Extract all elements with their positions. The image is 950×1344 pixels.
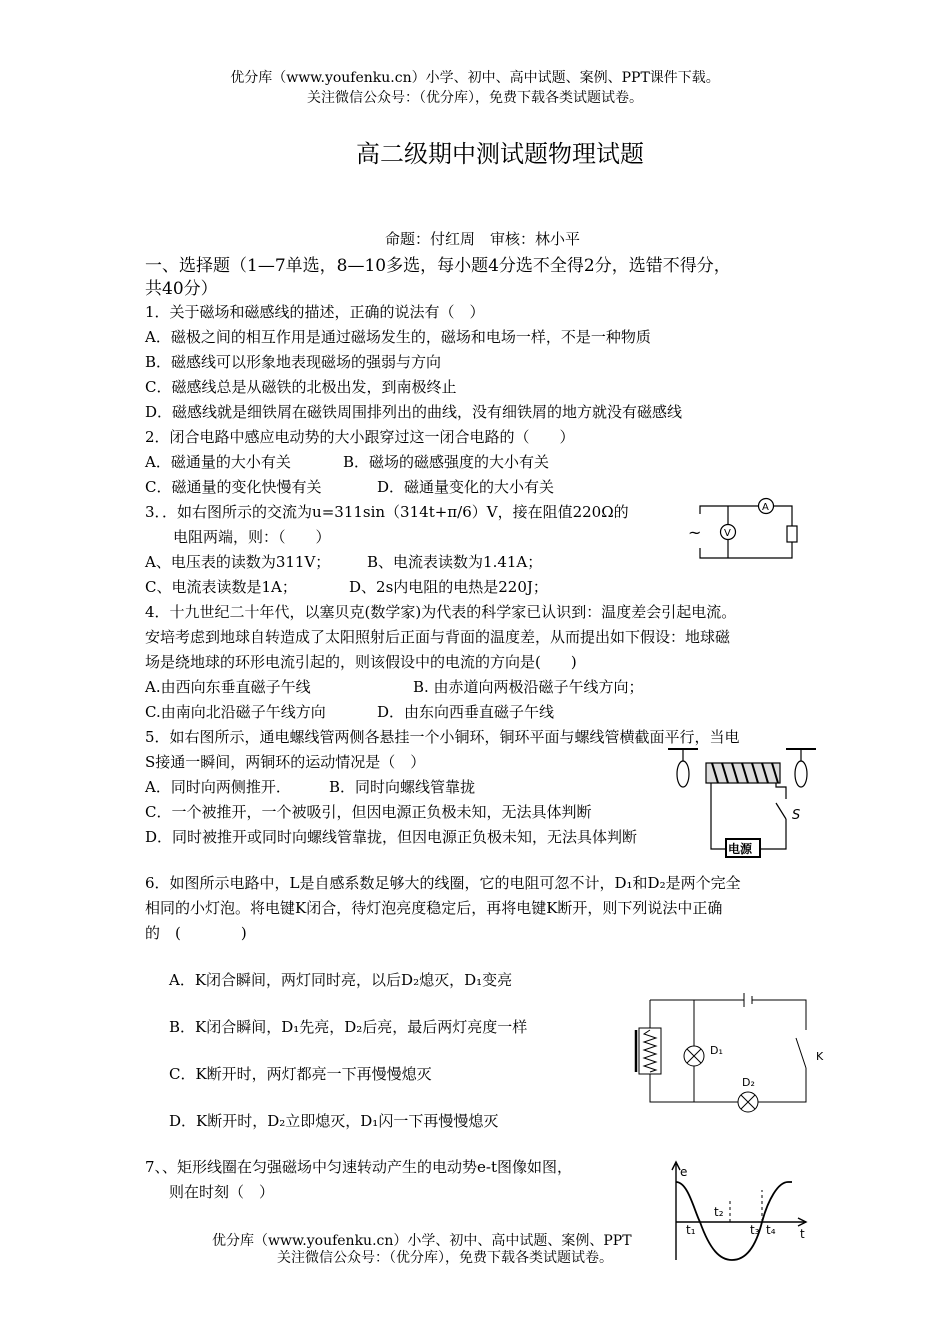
q4-option-d: D．由东向西垂直磁子午线 [377,703,555,721]
q5-option-b: B．同时向螺线管靠拢 [329,778,476,796]
footer-line-2: 关注微信公众号：（优分库），免费下载各类试题试卷。 [277,1250,613,1266]
q4-stem-2: 安培考虑到地球自转造成了太阳照射后正面与背面的温度差，从而提出如下假设：地球磁 [145,628,731,646]
q2-option-a: A．磁通量的大小有关 [145,453,291,471]
page-title: 高二级期中测试题物理试题 [356,140,644,168]
q5-stem-1: 5．如右图所示，通电螺线管两侧各悬挂一个小铜环，铜环平面与螺线管横截面平行，当电 [145,728,740,746]
q2-stem: 2．闭合电路中感应电动势的大小跟穿过这一闭合电路的（ ） [145,428,575,446]
header-line-1: 优分库（www.youfenku.cn）小学、初中、高中试题、案例、PPT课件下载。 [230,70,720,86]
q4-stem-3: 场是绕地球的环形电流引起的，则该假设中的电流的方向是( ) [145,653,577,671]
q1-option-d: D．磁感线就是细铁屑在磁铁周围排列出的曲线，没有细铁屑的地方就没有磁感线 [145,403,683,421]
q6-option-d: D．K断开时，D₂立即熄灭，D₁闪一下再慢慢熄灭 [169,1112,499,1130]
section-heading-line-2: 共40分） [145,279,218,299]
q6-switch-k-label: K [816,1050,824,1063]
q6-option-b: B．K闭合瞬间，D₁先亮，D₂后亮，最后两灯亮度一样 [169,1018,528,1036]
q6-stem-1: 6．如图所示电路中，L是自感系数足够大的线圈，它的电阻可忽不计，D₁和D₂是两个完全 [145,874,741,892]
authors: 命题：付红周 审核：林小平 [385,230,581,248]
q7-e-axis-label: e [680,1165,688,1179]
q3-source-symbol: ~ [688,523,702,542]
q4-option-b: B. 由赤道向两极沿磁子午线方向； [413,678,644,696]
q4-stem-1: 4．十九世纪二十年代，以塞贝克(数学家)为代表的科学家已认识到：温度差会引起电流。 [145,603,737,621]
q2-option-c: C．磁通量的变化快慢有关 [145,478,322,496]
q4-option-a: A.由西向东垂直磁子午线 [145,678,311,696]
q6-d1-label: D₁ [710,1044,723,1057]
q5-solenoid-figure [668,747,816,859]
q5-stem-2: S接通一瞬间，两铜环的运动情况是（ ） [145,753,426,771]
footer-line-1: 优分库（www.youfenku.cn）小学、初中、高中试题、案例、PPT [212,1233,632,1249]
q3-option-d: D、2s内电阻的电热是220J； [349,578,548,596]
q5-power-source-label: 电源 [728,842,753,856]
q1-stem: 1．关于磁场和磁感线的描述，正确的说法有（ ） [145,303,485,321]
q6-stem-3: 的 ( ) [145,924,247,942]
q5-option-c: C．一个被推开，一个被吸引，但因电源正负极未知，无法具体判断 [145,803,592,821]
q4-option-c: C.由南向北沿磁子午线方向 [145,703,326,721]
q6-option-a: A．K闭合瞬间，两灯同时亮，以后D₂熄灭，D₁变亮 [169,971,513,989]
q5-switch-label: S [792,808,801,823]
q7-stem-2: 则在时刻（ ） [169,1183,275,1201]
q7-t4-label: t₄ [766,1223,776,1237]
q7-t-axis-label: t [800,1227,805,1241]
q3-circuit-figure [680,496,800,568]
q7-et-graph [660,1160,820,1262]
q3-stem-2: 电阻两端，则：（ ） [173,528,331,546]
q5-option-d: D．同时被推开或同时向螺线管靠拢，但因电源正负极未知，无法具体判断 [145,828,638,846]
q6-d2-label: D₂ [742,1076,755,1089]
q3-option-c: C、电流表读数是1A； [145,578,297,596]
q6-circuit-figure [632,990,832,1120]
section-heading-line-1: 一、选择题（1—7单选，8—10多选，每小题4分选不全得2分，选错不得分， [145,256,731,276]
q1-option-b: B．磁感线可以形象地表现磁场的强弱与方向 [145,353,442,371]
q1-option-a: A．磁极之间的相互作用是通过磁场发生的，磁场和电场一样，不是一种物质 [145,328,651,346]
q3-option-b: B、电流表读数为1.41A； [367,553,543,571]
q3-option-a: A、电压表的读数为311V； [145,553,331,571]
q7-stem-1: 7、、矩形线圈在匀强磁场中匀速转动产生的电动势e-t图像如图， [145,1158,573,1176]
q5-option-a: A．同时向两侧推开． [145,778,291,796]
q7-t3-label: t₃ [750,1223,760,1237]
q2-option-d: D．磁通量变化的大小有关 [377,478,555,496]
q6-stem-2: 相同的小灯泡。将电键K闭合，待灯泡亮度稳定后，再将电键K断开，则下列说法中正确 [145,899,723,917]
q3-stem-1: 3．．如右图所示的交流为u=311sin（314t+π/6）V，接在阻值220Ω的 [145,503,629,521]
header-line-2: 关注微信公众号：（优分库），免费下载各类试题试卷。 [307,90,643,106]
q7-t2-label: t₂ [714,1205,724,1219]
q2-option-b: B．磁场的磁感强度的大小有关 [343,453,550,471]
q1-option-c: C．磁感线总是从磁铁的北极出发，到南极终止 [145,378,457,396]
q3-voltmeter-label: V [724,528,731,539]
q7-t1-label: t₁ [686,1223,696,1237]
q6-option-c: C．K断开时，两灯都亮一下再慢慢熄灭 [169,1065,432,1083]
q3-ammeter-label: A [762,502,769,513]
